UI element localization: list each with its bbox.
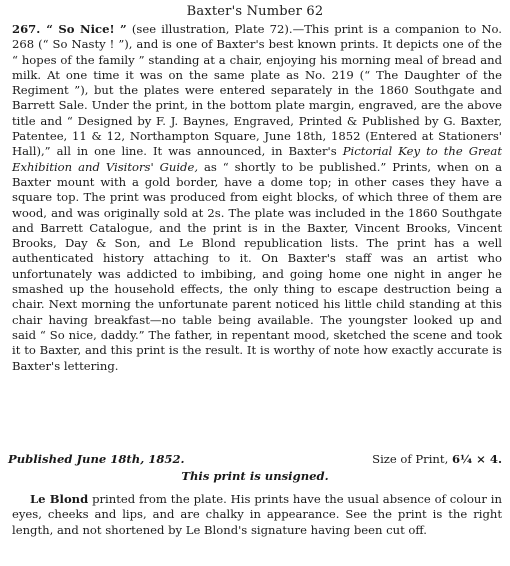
leblond-paragraph [12, 492, 502, 538]
published-date: Published June 18th, 1852. [8, 452, 185, 466]
entry-text-part1: (see illustration, Plate 72).—This print is a companion to No. 268 (“ So Nasty ! ”), and is one of Baxter's best known prints. It depicts one of the “ hopes of the family ” standing at a chair, enjoying his morning meal of bread and milk. At one time it was on the same plate as No. 219 (“ The Daughter of the Regiment ”), but the plates were entered separately in the 1860 Southgate and Barrett Sale. Under the print, in the bottom plate margin, engraved, are the above title and “ Designed by F. J. Baynes, Engraved, Printed & Published by G. Baxter, Patentee, 11 & 12, Northampton Square, June 18th, 1852 (Entered at Stationers' Hall),” all in one line. It was announced, in Baxter's [12, 22, 502, 159]
leblond-lead: Le Blond [30, 492, 89, 506]
size-label: Size of Print, [372, 452, 449, 466]
size-value: 6¼ × 4. [451, 452, 502, 466]
leblond-text: printed from the plate. His prints have the usual absence of colour in eyes, cheeks and lips, and are chalky in appearance. See the print is the right length, and not shortened by Le Blond's signature having been cut off. [12, 492, 502, 537]
print-size [372, 452, 502, 466]
publication-row [8, 452, 502, 466]
entry-267 [12, 22, 502, 374]
entry-number: 267. [12, 22, 41, 36]
entry-italic-title: Pictorial Key to the Great Exhibition and Visitors' Guide, [12, 144, 502, 174]
page-header: Baxter's Number 62 [186, 4, 324, 19]
entry-text-part2: as “ shortly to be published.” Prints, when on a Baxter mount with a gold border, have a dome top; in other cases they have a square top. The print was produced from eight blocks, of which three of them are wood, and was originally sold at 2s. The plate was included in the 1860 Southgate and Barrett Catalogue, and the print is in the Baxter, Vincent Brooks, Vincent Brooks, Day & Son, and Le Blond republication lists. The print has a well authenticated history attaching to it. On Baxter's staff was an artist who unfortunately was addicted to imbibing, and going home one night in anger he smashed up the household effects, the only thing to escape destruction being a chair. Next morning the unfortunate parent noticed his little child standing at this chair having breakfast—no table being available. The youngster looked up and said “ So nice, daddy.” The father, in repentant mood, sketched the scene and took it to Baxter, and this print is the result. It is worthy of note how exactly accurate is Baxter's lettering. [12, 159, 503, 373]
unsigned-note: This print is unsigned. [181, 469, 329, 483]
entry-title: “ So Nice! ” [46, 22, 127, 36]
